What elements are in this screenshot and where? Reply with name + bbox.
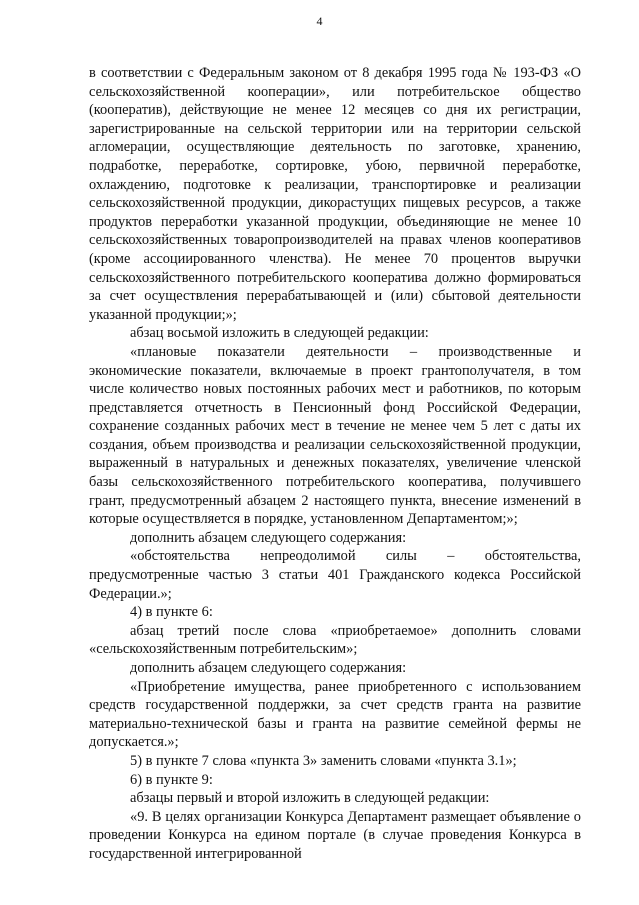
paragraph: 6) в пункте 9: (130, 771, 213, 788)
page-number: 4 (316, 14, 323, 28)
paragraph: «плановые показатели деятельности – производственные и экономические показатели, включаемые в проект грантополучателя, в том числе количество новых постоянных рабочих мест и работников, по которым представляется отчетность в Пенсионный фонд Российской Федерации, сохранение созданных рабочих мест в течение не менее чем 5 лет с даты их создания, объем производства и реализации сельскохозяйственной продукции, выраженный в натуральных и денежных показателях, увеличение членской базы сельскохозяйственного потребительского кооператива, получившего грант, предусмотренный абзацем 2 настоящего пункта, внесение изменений в которые осуществляется в порядке, установленном Департаментом;»; (89, 343, 581, 528)
paragraph: «обстоятельства непреодолимой силы – обстоятельства, предусмотренные частью 3 статьи 401 Гражданского кодекса Российской Федерации.»; (89, 548, 581, 602)
paragraph: в соответствии с Федеральным законом от 8 декабря 1995 года № 193-ФЗ «О сельскохозяйственной кооперации», или потребительское общество (кооператив), действующие не менее 12 месяцев со дня их регистрации, зарегистрированные на сельской территории или на территории сельской агломерации, осуществляющие деятельность по заготовке, хранению, подработке, переработке, сортировке, убою, первичной переработке, охлаждению, подготовке к реализации, транспортировке и реализации сельскохозяйственной продукции, дикорастущих пищевых ресурсов, а также продуктов переработки указанной продукции, объединяющие не менее 10 сельскохозяйственных товаропроизводителей на правах членов кооперативов (кроме ассоциированного членства). Не менее 70 процентов выручки сельскохозяйственного потребительского кооператива должно формироваться за счет осуществления перерабатывающей и (или) сбытовой деятельности указанной продукции;»; (89, 65, 581, 323)
paragraph: «9. В целях организации Конкурса Департамент размещает объявление о проведении Конкурса на едином портале (в случае проведения Конкурса в государственной интегрированной (89, 808, 581, 862)
paragraph: абзацы первый и второй изложить в следующей редакции: (130, 790, 490, 807)
paragraph: «Приобретение имущества, ранее приобретенного с использованием средств государственной поддержки, за счет средств гранта на развитие материально-технической базы и гранта на развитие семейной фермы не допускается.»; (89, 678, 581, 751)
document-body (89, 64, 581, 864)
paragraph: дополнить абзацем следующего содержания: (130, 529, 407, 546)
paragraph: дополнить абзацем следующего содержания: (130, 660, 407, 676)
paragraph: 5) в пункте 7 слова «пункта 3» заменить словами «пункта 3.1»; (130, 752, 517, 769)
paragraph: абзац восьмой изложить в следующей редакции: (130, 325, 429, 342)
paragraph: абзац третий после слова «приобретаемое» дополнить словами «сельскохозяйственным потребительским»; (89, 622, 581, 658)
paragraph: 4) в пункте 6: (130, 604, 213, 621)
